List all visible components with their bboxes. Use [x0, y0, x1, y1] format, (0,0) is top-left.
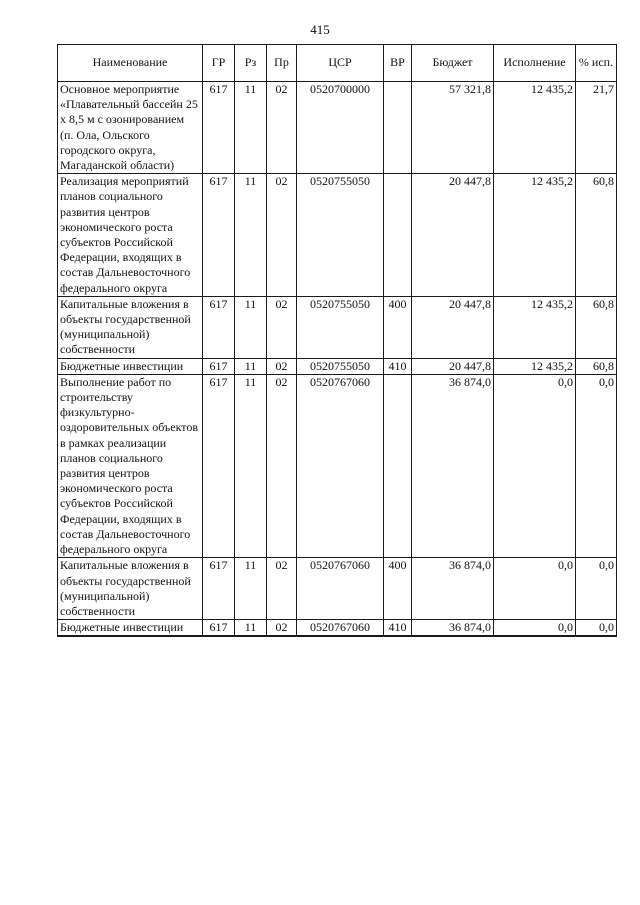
header-percent: % исп.: [576, 45, 617, 82]
cell-budget: 20 447,8: [412, 174, 494, 297]
cell-gr: 617: [203, 620, 235, 637]
table-header-row: [58, 45, 617, 82]
cell-rz: 11: [235, 82, 267, 174]
cell-name: Выполнение работ по строительству физкультурно-оздоровительных объектов в рамках реализации планов социального развития центров экономического роста субъектов Российской Федерации, входящих в состав Дальневосточного федерального округа: [58, 374, 203, 557]
cell-rz: 11: [235, 620, 267, 637]
header-budget: Бюджет: [412, 45, 494, 82]
cell-gr: 617: [203, 174, 235, 297]
cell-vr: 410: [384, 620, 412, 637]
cell-name: Бюджетные инвестиции: [58, 358, 203, 374]
cell-execution: 0,0: [494, 558, 576, 620]
cell-pr: 02: [267, 358, 297, 374]
header-pr: Пр: [267, 45, 297, 82]
cell-execution: 0,0: [494, 620, 576, 637]
cell-budget: 20 447,8: [412, 358, 494, 374]
cell-csr: 0520767060: [297, 620, 384, 637]
cell-execution: 12 435,2: [494, 358, 576, 374]
table-row: [58, 82, 617, 174]
cell-budget: 20 447,8: [412, 296, 494, 358]
cell-pr: 02: [267, 82, 297, 174]
cell-name: Реализация мероприятий планов социального развития центров экономического роста субъектов Российской Федерации, входящих в состав Дальневосточного федерального округа: [58, 174, 203, 297]
cell-name: Капитальные вложения в объекты государственной (муниципальной) собственности: [58, 296, 203, 358]
cell-budget: 36 874,0: [412, 374, 494, 557]
cell-name: Капитальные вложения в объекты государственной (муниципальной) собственности: [58, 558, 203, 620]
cell-csr: 0520755050: [297, 174, 384, 297]
cell-gr: 617: [203, 82, 235, 174]
cell-pr: 02: [267, 558, 297, 620]
cell-vr: [384, 174, 412, 297]
cell-execution: 12 435,2: [494, 174, 576, 297]
cell-csr: 0520755050: [297, 358, 384, 374]
table-row: [58, 174, 617, 297]
cell-pr: 02: [267, 296, 297, 358]
cell-vr: [384, 374, 412, 557]
cell-csr: 0520767060: [297, 558, 384, 620]
cell-vr: 400: [384, 296, 412, 358]
header-execution: Исполнение: [494, 45, 576, 82]
table-row: [58, 620, 617, 637]
cell-budget: 57 321,8: [412, 82, 494, 174]
cell-percent: 60,8: [576, 296, 617, 358]
table-row: [58, 558, 617, 620]
header-name: Наименование: [58, 45, 203, 82]
cell-budget: 36 874,0: [412, 558, 494, 620]
header-vr: ВР: [384, 45, 412, 82]
header-gr: ГР: [203, 45, 235, 82]
cell-name: Основное мероприятие «Плавательный бассейн 25 х 8,5 м с озонированием (п. Ола, Ольского городского округа, Магаданской области): [58, 82, 203, 174]
cell-gr: 617: [203, 358, 235, 374]
cell-pr: 02: [267, 174, 297, 297]
cell-percent: 60,8: [576, 174, 617, 297]
cell-budget: 36 874,0: [412, 620, 494, 637]
cell-pr: 02: [267, 374, 297, 557]
cell-percent: 0,0: [576, 558, 617, 620]
table-row: [58, 296, 617, 358]
cell-percent: 0,0: [576, 374, 617, 557]
cell-execution: 12 435,2: [494, 82, 576, 174]
cell-name: Бюджетные инвестиции: [58, 620, 203, 637]
cell-rz: 11: [235, 174, 267, 297]
cell-csr: 0520767060: [297, 374, 384, 557]
cell-execution: 0,0: [494, 374, 576, 557]
table-row: [58, 358, 617, 374]
cell-rz: 11: [235, 374, 267, 557]
cell-vr: [384, 82, 412, 174]
cell-percent: 21,7: [576, 82, 617, 174]
cell-rz: 11: [235, 558, 267, 620]
cell-gr: 617: [203, 558, 235, 620]
cell-csr: 0520755050: [297, 296, 384, 358]
header-csr: ЦСР: [297, 45, 384, 82]
cell-gr: 617: [203, 296, 235, 358]
cell-pr: 02: [267, 620, 297, 637]
cell-execution: 12 435,2: [494, 296, 576, 358]
cell-percent: 0,0: [576, 620, 617, 637]
table-row: [58, 374, 617, 557]
header-rz: Рз: [235, 45, 267, 82]
cell-vr: 410: [384, 358, 412, 374]
cell-vr: 400: [384, 558, 412, 620]
cell-csr: 0520700000: [297, 82, 384, 174]
cell-rz: 11: [235, 296, 267, 358]
page-number: 415: [310, 22, 330, 37]
cell-gr: 617: [203, 374, 235, 557]
cell-percent: 60,8: [576, 358, 617, 374]
cell-rz: 11: [235, 358, 267, 374]
budget-table: [57, 44, 617, 637]
